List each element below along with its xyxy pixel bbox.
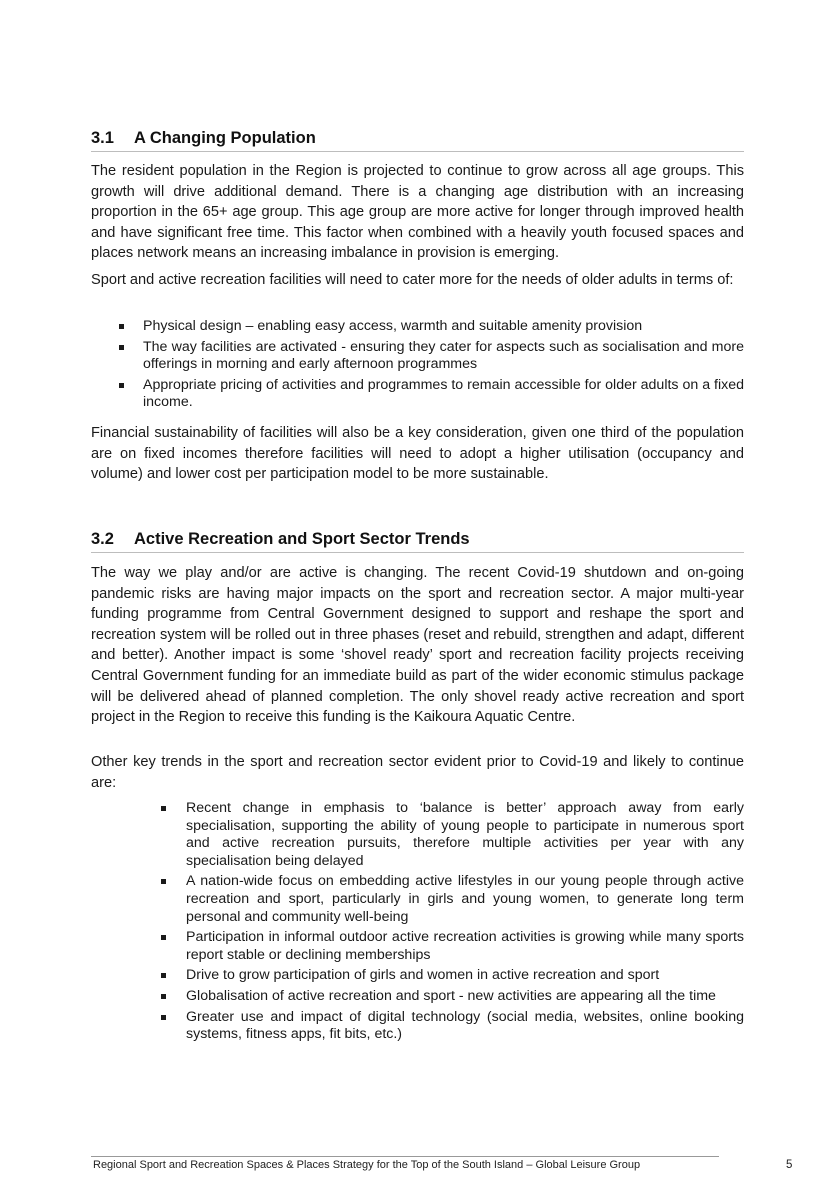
list-item xyxy=(186,1009,744,1044)
bullet-square-icon xyxy=(161,994,166,999)
list-item-text: A nation-wide focus on embedding active lifestyles in our young people through active recreation and sport, particularly in girls and young women, to generate long term personal and community well-being xyxy=(186,873,744,925)
list-item xyxy=(143,339,744,374)
list-item-text: Globalisation of active recreation and sport - new activities are appearing all the time xyxy=(186,987,716,1004)
list-item-text: Recent change in emphasis to ‘balance is better’ approach away from early specialisation, supporting the ability of young people to participate in numerous sport and active recreation pursuits, therefore multiple activities per year with any specialisation being delayed xyxy=(186,800,744,869)
bullet-square-icon xyxy=(119,345,124,350)
bullet-square-icon xyxy=(161,973,166,978)
list-item xyxy=(186,800,744,870)
section-title: Active Recreation and Sport Sector Trends xyxy=(134,530,470,548)
paragraph: Sport and active recreation facilities will need to cater more for the needs of older adults in terms of: xyxy=(91,272,734,288)
list-item xyxy=(186,929,744,964)
list-item-text: Drive to grow participation of girls and women in active recreation and sport xyxy=(186,967,660,984)
section-number: 3.2 xyxy=(91,530,114,548)
list-item xyxy=(143,377,744,412)
page-number: 5 xyxy=(786,1159,793,1171)
footer-text: Regional Sport and Recreation Spaces & Places Strategy for the Top of the South Island – Global Leisure Group xyxy=(93,1159,641,1171)
section-number: 3.1 xyxy=(91,129,114,147)
bullet-square-icon xyxy=(119,383,124,388)
bullet-list-sector-trends xyxy=(186,800,744,1047)
list-item xyxy=(143,318,744,336)
list-item xyxy=(186,967,744,985)
section-heading-3-1 xyxy=(91,129,744,152)
bullet-square-icon xyxy=(161,935,166,940)
section-title: A Changing Population xyxy=(134,129,316,147)
list-item xyxy=(186,988,744,1006)
footer-divider xyxy=(91,1156,719,1157)
paragraph: Other key trends in the sport and recreation sector evident prior to Covid-19 and likely to continue are: xyxy=(91,754,744,791)
bullet-square-icon xyxy=(161,1015,166,1020)
bullet-square-icon xyxy=(161,806,166,811)
list-item xyxy=(186,873,744,926)
section-heading-3-2 xyxy=(91,530,744,553)
list-item-text: Appropriate pricing of activities and programmes to remain accessible for older adults on a fixed income. xyxy=(143,376,744,411)
list-item-text: The way facilities are activated - ensuring they cater for aspects such as socialisation and more offerings in morning and early afternoon programmes xyxy=(143,338,744,373)
list-item-text: Greater use and impact of digital technology (social media, websites, online booking systems, fitness apps, fit bits, etc.) xyxy=(186,1008,744,1043)
bullet-square-icon xyxy=(161,879,166,884)
bullet-list-older-adults xyxy=(143,318,744,415)
paragraph: Financial sustainability of facilities will also be a key consideration, given one third of the population are on fixed incomes therefore facilities will need to adopt a higher utilisation (occupancy and volume) and lower cost per participation model to be more sustainable. xyxy=(91,425,744,483)
bullet-square-icon xyxy=(119,324,124,329)
list-item-text: Participation in informal outdoor active recreation activities is growing while many sports report stable or declining memberships xyxy=(186,929,744,963)
list-item-text: Physical design – enabling easy access, warmth and suitable amenity provision xyxy=(143,318,643,334)
paragraph: The way we play and/or are active is changing. The recent Covid-19 shutdown and on-going pandemic risks are having major impacts on the sport and recreation sector. A major multi-year funding programme from Central Government designed to support and reshape the sport and recreation system will be rolled out in three phases (reset and rebuild, strengthen and adapt, different and better). Another impact is some ‘shovel ready’ sport and recreation facility projects receiving Central Government funding for an immediate build as part of the wider economic stimulus package will be delivered ahead of planned completion. The only shovel ready active recreation and sport project in the Region to receive this funding is the Kaikoura Aquatic Centre. xyxy=(91,565,744,726)
paragraph: The resident population in the Region is projected to continue to grow across all age groups. This growth will drive additional demand. There is a changing age distribution with an increasing proportion in the 65+ age group. This age group are more active for longer through improved health and have significant free time. This factor when combined with a heavily youth focused spaces and places network means an increasing imbalance in provision is emerging. xyxy=(91,163,744,262)
